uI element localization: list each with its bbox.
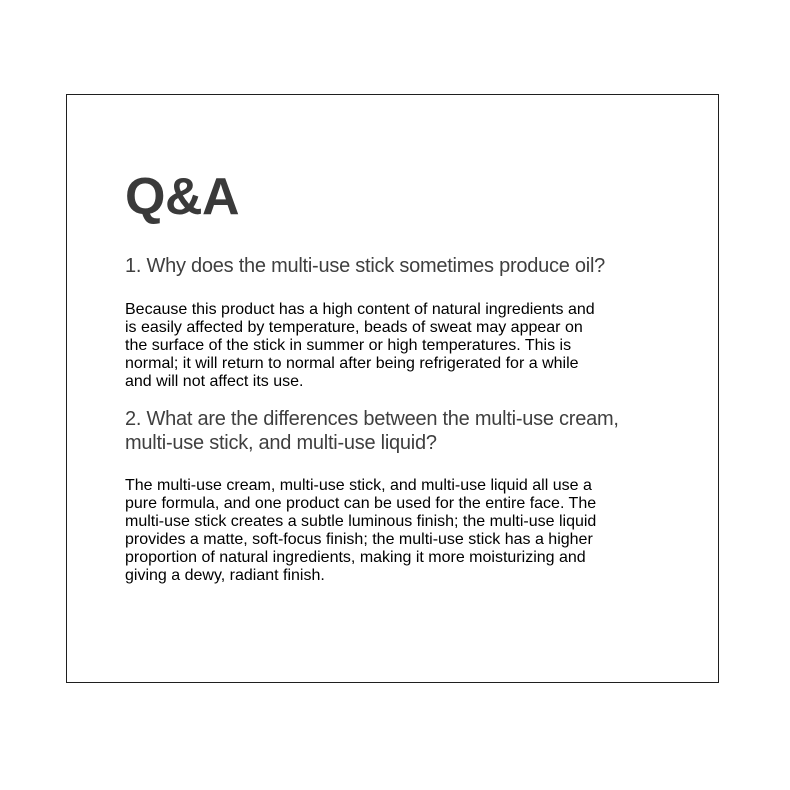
qa-card bbox=[66, 94, 719, 683]
answer-2-line: pure formula, and one product can be used for the entire face. The bbox=[125, 495, 597, 512]
question-2-line: multi-use stick, and multi-use liquid? bbox=[125, 432, 437, 454]
question-1 bbox=[125, 254, 668, 278]
answer-2-line: provides a matte, soft-focus finish; the multi-use stick has a higher bbox=[125, 531, 593, 548]
question-2 bbox=[125, 407, 668, 455]
question-2-line: 2. What are the differences between the multi-use cream, bbox=[125, 408, 619, 430]
answer-1-line: is easily affected by temperature, beads of sweat may appear on bbox=[125, 319, 583, 336]
question-1-line: 1. Why does the multi-use stick sometimes produce oil? bbox=[125, 255, 606, 277]
answer-1-line: the surface of the stick in summer or high temperatures. This is bbox=[125, 337, 572, 354]
answer-2-line: The multi-use cream, multi-use stick, and multi-use liquid all use a bbox=[125, 477, 592, 494]
answer-1-line: and will not affect its use. bbox=[125, 373, 304, 390]
answer-1-line: Because this product has a high content of natural ingredients and bbox=[125, 301, 595, 318]
answer-1-line: normal; it will return to normal after being refrigerated for a while bbox=[125, 355, 579, 372]
qa-title: Q&A bbox=[125, 168, 240, 226]
answer-2-line: multi-use stick creates a subtle luminous finish; the multi-use liquid bbox=[125, 513, 597, 530]
qa-item-2 bbox=[125, 407, 668, 585]
answer-2-line: proportion of natural ingredients, making it more moisturizing and bbox=[125, 549, 586, 566]
answer-2-line: giving a dewy, radiant finish. bbox=[125, 567, 325, 584]
qa-item-1 bbox=[125, 254, 668, 391]
